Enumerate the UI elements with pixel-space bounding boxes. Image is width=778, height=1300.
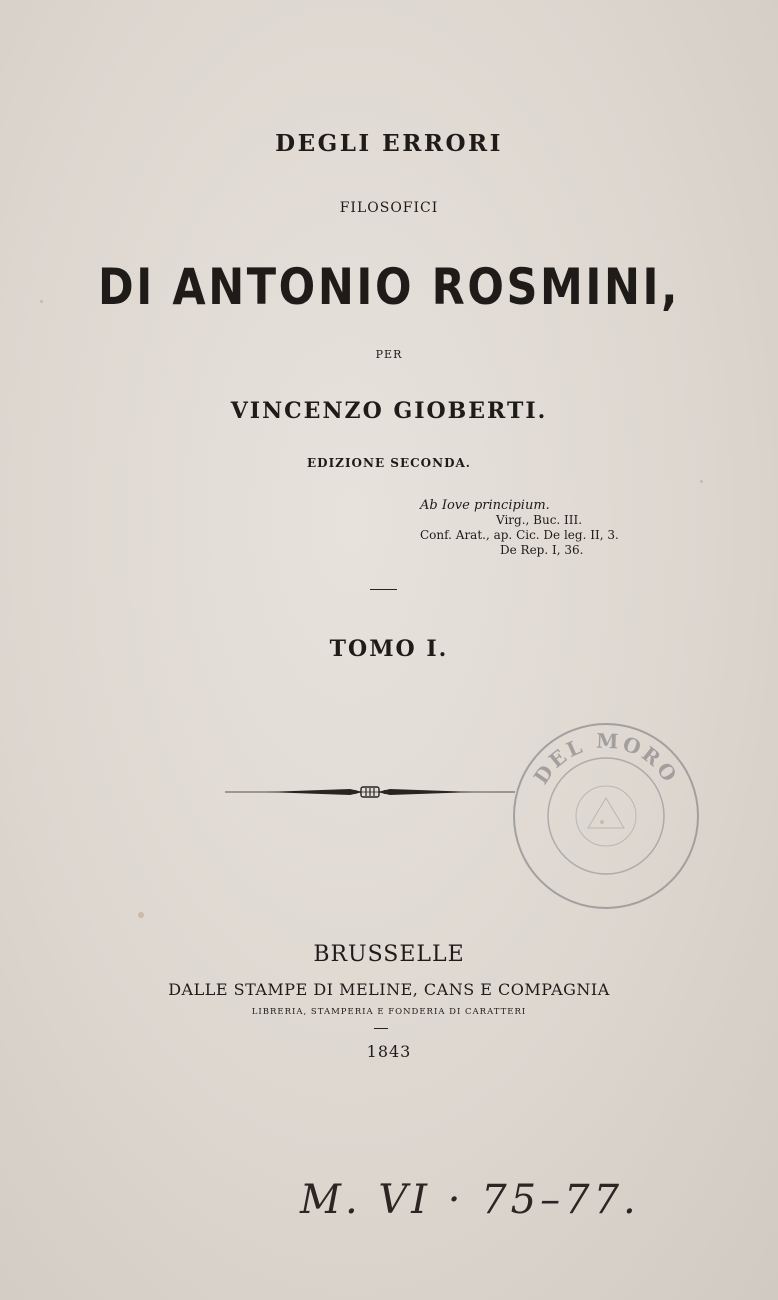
svg-text:M. VI · 75–77.: M. VI · 75–77. (300, 1177, 640, 1223)
epigraph-quote: Ab Iove principium. (420, 498, 550, 513)
author-name: VINCENZO GIOBERTI. (230, 398, 548, 424)
epigraph-ref-3: De Rep. I, 36. (500, 543, 584, 557)
epigraph-ref-2: Conf. Arat., ap. Cic. De leg. II, 3. (420, 528, 619, 542)
handwritten-shelfmark (290, 1165, 690, 1235)
paper-foxing (138, 912, 144, 918)
imprint-trades: LIBRERIA, STAMPERIA E FONDERIA DI CARATTERI (251, 1007, 527, 1017)
epigraph (420, 498, 660, 558)
title-per: PER (375, 348, 403, 361)
paper-foxing (40, 300, 43, 303)
title-main: DI ANTONIO ROSMINI, (97, 258, 681, 316)
paper-foxing (600, 820, 604, 824)
stamp-text: DEL MORO (528, 728, 684, 789)
imprint-city: BRUSSELLE (313, 942, 465, 967)
volume-label: TOMO I. (329, 636, 449, 662)
title-line-1: DEGLI ERRORI (275, 130, 503, 157)
ornamental-rule-icon (225, 780, 515, 804)
imprint-year: 1843 (366, 1042, 412, 1061)
section-dash (370, 589, 397, 590)
library-stamp-icon (508, 718, 704, 914)
imprint-dash (374, 1028, 388, 1029)
epigraph-ref-1: Virg., Buc. III. (496, 513, 583, 527)
edition-label: EDIZIONE SECONDA. (307, 456, 471, 470)
title-line-2: FILOSOFICI (339, 200, 439, 216)
imprint-publisher: DALLE STAMPE DI MELINE, CANS E COMPAGNIA (168, 980, 610, 999)
paper-foxing (700, 480, 703, 483)
